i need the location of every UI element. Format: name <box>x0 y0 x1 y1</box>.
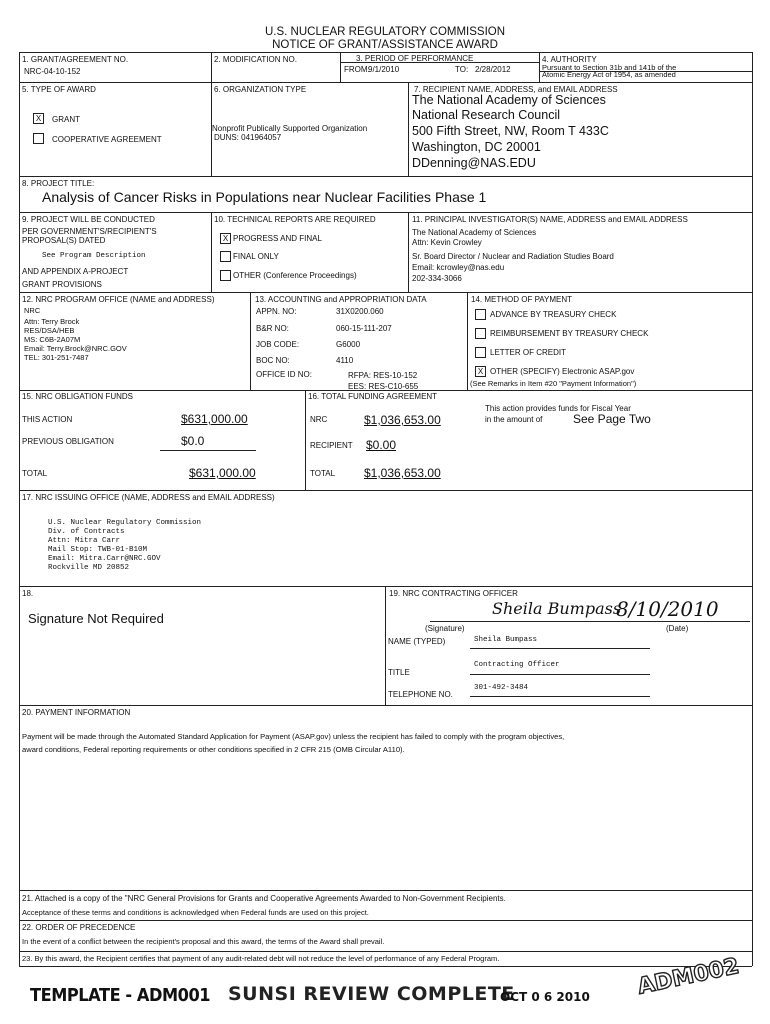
authority-label: 4. AUTHORITY <box>542 55 597 64</box>
br-label: B&R NO: <box>256 324 289 333</box>
pi-label: 11. PRINCIPAL INVESTIGATOR(S) NAME, ADDRESS and EMAIL ADDRESS <box>412 215 688 224</box>
issuing-line-1: U.S. Nuclear Regulatory Commission <box>48 519 202 527</box>
project-title-label: 8. PROJECT TITLE: <box>22 179 95 188</box>
funding-nrc-label: NRC <box>310 415 328 424</box>
funding-recipient-value: $0.00 <box>366 438 397 452</box>
accounting-label: 13. ACCOUNTING and APPROPRIATION DATA <box>255 295 427 304</box>
from-date: 9/1/2010 <box>368 65 400 74</box>
to-label: TO: <box>455 65 469 74</box>
signature-date: 8/10/2010 <box>616 597 719 621</box>
other-payment-label: OTHER (SPECIFY) Electronic ASAP.gov <box>490 367 635 376</box>
grant-checkbox[interactable]: X <box>33 113 44 124</box>
issuing-line-2: Div. of Contracts <box>48 528 125 536</box>
from-label: FROM: <box>344 65 370 74</box>
project-title: Analysis of Cancer Risks in Populations near Nuclear Facilities Phase 1 <box>42 189 487 205</box>
this-action-value: $631,000.00 <box>181 412 248 426</box>
authority-line-2: Atomic Energy Act of 1954, as amended <box>542 70 676 79</box>
br-no: 060-15-111-207 <box>336 324 392 333</box>
letter-of-credit-checkbox[interactable] <box>475 347 486 358</box>
to-date: 2/28/2012 <box>475 65 511 74</box>
grant-label: GRANT <box>52 115 80 124</box>
funding-total-label: TOTAL <box>310 469 336 478</box>
advance-treasury-checkbox[interactable] <box>475 309 486 320</box>
boc-no: 4110 <box>336 356 354 365</box>
signature-label: (Signature) <box>425 624 465 633</box>
agency-name: U.S. NUCLEAR REGULATORY COMMISSION <box>264 26 506 38</box>
progress-final-checkbox[interactable]: X <box>220 233 231 244</box>
item-23-text: 23. By this award, the Recipient certifies that payment of any audit-related debt will not reduce the level of performance of any Federal Program. <box>22 954 500 963</box>
recipient-line-3: 500 Fifth Street, NW, Room T 433C <box>412 124 609 138</box>
conducted-line-3: AND APPENDIX A-PROJECT <box>22 267 129 276</box>
pi-line-3: Sr. Board Director / Nuclear and Radiation Studies Board <box>412 252 614 261</box>
signature-not-required: Signature Not Required <box>28 611 164 626</box>
other-payment-checkbox[interactable]: X <box>475 366 486 377</box>
contracting-officer-label: 19. NRC CONTRACTING OFFICER <box>389 589 518 598</box>
modification-label: 2. MODIFICATION NO. <box>214 55 297 64</box>
conducted-line-2: PROPOSAL(S) DATED <box>22 236 106 245</box>
date-label: (Date) <box>666 624 689 633</box>
issuing-line-4: Mail Stop: TWB-01-B10M <box>48 546 148 554</box>
cooperative-agreement-label: COOPERATIVE AGREEMENT <box>52 135 162 144</box>
duns-number: DUNS: 041964057 <box>214 133 282 142</box>
officer-name: Sheila Bumpass <box>474 636 538 644</box>
payment-info-label: 20. PAYMENT INFORMATION <box>22 708 131 717</box>
name-typed-label: NAME (TYPED) <box>388 637 446 646</box>
order-of-precedence-text: In the event of a conflict between the recipient's proposal and this award, the terms of the Award shall prevail. <box>22 937 385 946</box>
reports-label: 10. TECHNICAL REPORTS ARE REQUIRED <box>214 215 376 224</box>
template-stamp: TEMPLATE - ADM001 <box>30 985 211 1006</box>
fiscal-year-amount: See Page Two <box>573 412 651 426</box>
recipient-label: 7. RECIPIENT NAME, ADDRESS, and EMAIL ADDRESS <box>414 85 618 94</box>
program-description-ref: See Program Description <box>42 252 146 260</box>
final-only-label: FINAL ONLY <box>233 252 279 261</box>
payment-info-line-2: award conditions, Federal reporting requirements or other conditions specified in 2 CFR 215 (OMB Circular A110). <box>22 745 405 754</box>
organization-type-value: Nonprofit Publically Supported Organization <box>212 124 368 133</box>
ees-no: EES: RES-C10-655 <box>348 382 419 391</box>
progress-final-label: PROGRESS AND FINAL <box>233 234 322 243</box>
job-code-label: JOB CODE: <box>256 340 300 349</box>
program-office-email: Email: Terry.Brock@NRC.GOV <box>24 344 127 353</box>
pi-line-1: The National Academy of Sciences <box>412 228 537 237</box>
grant-no-label: 1. GRANT/AGREEMENT NO. <box>22 55 129 64</box>
cooperative-agreement-checkbox[interactable] <box>33 133 44 144</box>
payment-info-line-1: Payment will be made through the Automated Standard Application for Payment (ASAP.gov) unless the recipient has failed to comply with the program objectives, <box>22 732 565 741</box>
fiscal-year-line-1: This action provides funds for Fiscal Year <box>485 404 631 413</box>
form-header <box>0 26 770 51</box>
obligation-total-label: TOTAL <box>22 469 48 478</box>
sunsi-review-stamp: SUNSI REVIEW COMPLETE <box>228 983 515 1005</box>
pi-email: Email: kcrowley@nas.edu <box>412 263 505 272</box>
box-18-label: 18. <box>22 589 34 598</box>
funding-nrc-value: $1,036,653.00 <box>364 413 441 427</box>
authority-line-1: Pursuant to Section 31b and 141b of the <box>542 63 677 72</box>
job-code: G6000 <box>336 340 361 349</box>
program-office-line-3: RES/DSA/HEB <box>24 326 75 335</box>
recipient-line-2: National Research Council <box>412 108 560 122</box>
office-id-label: OFFICE ID NO: <box>256 370 312 379</box>
order-of-precedence-label: 22. ORDER OF PRECEDENCE <box>22 923 136 932</box>
payment-note: (See Remarks in Item #20 "Payment Information") <box>470 379 637 388</box>
advance-treasury-label: ADVANCE BY TREASURY CHECK <box>490 310 617 319</box>
obligation-label: 15. NRC OBLIGATION FUNDS <box>22 392 133 401</box>
pi-line-2: Attn: Kevin Crowley <box>412 238 482 247</box>
reimbursement-label: REIMBURSEMENT BY TREASURY CHECK <box>490 329 649 338</box>
other-report-label: OTHER (Conference Proceedings) <box>233 271 357 280</box>
obligation-total-value: $631,000.00 <box>189 466 256 480</box>
program-office-label: 12. NRC PROGRAM OFFICE (NAME and ADDRESS) <box>22 295 215 304</box>
item-21-line-1: 21. Attached is a copy of the "NRC General Provisions for Grants and Cooperative Agreements Awarded to Non-Government Recipients. <box>22 894 506 903</box>
letter-of-credit-label: LETTER OF CREDIT <box>490 348 567 357</box>
appn-no: 31X0200.060 <box>336 307 384 316</box>
recipient-line-4: Washington, DC 20001 <box>412 140 541 154</box>
previous-obligation-value: $0.0 <box>181 434 205 448</box>
reimbursement-checkbox[interactable] <box>475 328 486 339</box>
program-office-line-1: NRC <box>24 306 41 315</box>
conducted-line-1: PER GOVERNMENT'S/RECIPIENT'S <box>22 227 157 236</box>
program-office-phone: TEL: 301-251-7487 <box>24 353 89 362</box>
rfpa-no: RFPA: RES-10-152 <box>348 371 418 380</box>
date-stamp: OCT 0 6 2010 <box>500 990 590 1004</box>
fiscal-year-line-2: in the amount of <box>485 415 543 424</box>
officer-title: Contracting Officer <box>474 661 560 669</box>
this-action-label: THIS ACTION <box>22 415 73 424</box>
program-office-line-2: Attn: Terry Brock <box>24 317 80 326</box>
officer-phone: 301-492-3484 <box>474 684 529 692</box>
form-title: NOTICE OF GRANT/ASSISTANCE AWARD <box>272 39 498 51</box>
issuing-email: Email: Mitra.Carr@NRC.GOV <box>48 555 161 563</box>
funding-total-value: $1,036,653.00 <box>364 466 441 480</box>
recipient-line-1: The National Academy of Sciences <box>412 93 606 107</box>
period-label: 3. PERIOD OF PERFORMANCE <box>356 54 474 63</box>
pi-phone: 202-334-3066 <box>412 274 462 283</box>
funding-label: 16. TOTAL FUNDING AGREEMENT <box>308 392 438 401</box>
previous-obligation-label: PREVIOUS OBLIGATION <box>22 437 114 446</box>
item-21-line-2: Acceptance of these terms and conditions is acknowledged when Federal funds are used on this project. <box>22 908 369 917</box>
issuing-office-label: 17. NRC ISSUING OFFICE (NAME, ADDRESS and EMAIL ADDRESS) <box>22 493 275 502</box>
organization-type-label: 6. ORGANIZATION TYPE <box>214 85 307 94</box>
title-label: TITLE <box>388 668 410 677</box>
final-only-checkbox[interactable] <box>220 251 231 262</box>
adm-stamp: ADM002 <box>635 953 742 1000</box>
other-report-checkbox[interactable] <box>220 270 231 281</box>
payment-method-label: 14. METHOD OF PAYMENT <box>471 295 573 304</box>
appn-label: APPN. NO: <box>256 307 297 316</box>
recipient-email: DDenning@NAS.EDU <box>412 156 536 170</box>
program-office-line-4: MS: C6B-2A07M <box>24 335 81 344</box>
telephone-label: TELEPHONE NO. <box>388 690 453 699</box>
issuing-line-6: Rockville MD 20852 <box>48 564 130 572</box>
grant-no: NRC-04-10-152 <box>24 67 81 76</box>
boc-label: BOC NO: <box>256 356 290 365</box>
officer-signature: Sheila Bumpass <box>492 599 622 618</box>
funding-recipient-label: RECIPIENT <box>310 441 353 450</box>
award-type-label: 5. TYPE OF AWARD <box>22 85 96 94</box>
conducted-line-4: GRANT PROVISIONS <box>22 280 102 289</box>
issuing-line-3: Attn: Mitra Carr <box>48 537 121 545</box>
conducted-label: 9. PROJECT WILL BE CONDUCTED <box>22 215 155 224</box>
